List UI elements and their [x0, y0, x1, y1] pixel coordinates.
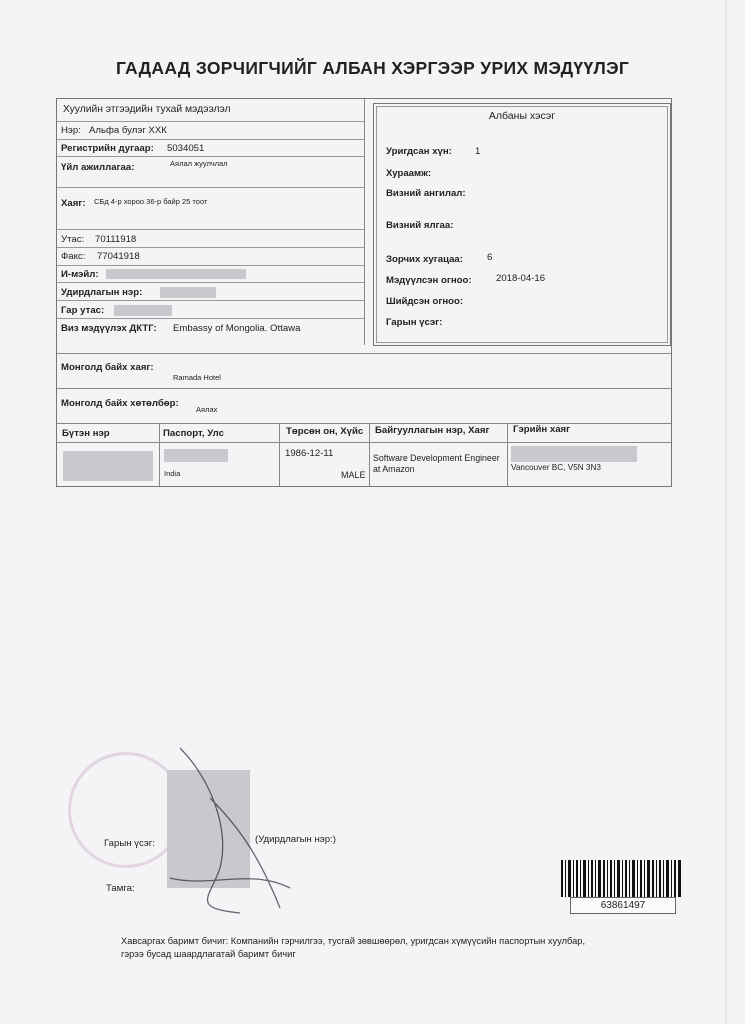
dob-value: 1986-12-11	[285, 448, 334, 459]
name-label: Нэр:	[61, 125, 81, 136]
row-address	[57, 188, 364, 230]
passport-redaction	[164, 449, 228, 462]
activity-label: Үйл ажиллагаа:	[61, 162, 135, 173]
mongolia-plan-label: Монголд байх хөтөлбөр:	[61, 398, 179, 409]
fee-label: Хураамж:	[386, 168, 432, 179]
row-registration	[57, 140, 364, 157]
row-activity	[57, 157, 364, 188]
sex-value: MALE	[341, 470, 366, 480]
invited-value: 1	[475, 146, 481, 157]
passport-country: India	[164, 469, 181, 478]
mongolia-plan-value: Аялах	[196, 405, 218, 414]
director-redaction	[160, 287, 216, 298]
row-phone	[57, 230, 364, 248]
home-city: Vancouver BC, V5N 3N3	[511, 463, 601, 472]
registration-value: 5034051	[167, 143, 205, 154]
visa-office-value: Embassy of Mongolia. Ottawa	[173, 323, 301, 334]
col-divider-1	[159, 423, 160, 486]
address-label: Хаяг:	[61, 198, 86, 209]
visa-type-label: Визний ялгаа:	[386, 220, 454, 231]
director-sign-label: (Удирдлагын нэр:)	[255, 834, 336, 845]
attachments-note: Хавсаргах баримт бичиг: Компанийн гэрчилгээ, тусгай зөвшөөрөл, уригдсан хүмүүсийн паспортын хуулбар, гэрээ бусад шаардлагатай баримт бичиг	[121, 936, 586, 959]
col-divider-3	[369, 423, 370, 486]
official-signature-row	[386, 317, 442, 328]
registration-label: Регистрийн дугаар:	[61, 143, 154, 154]
fax-label: Факс:	[61, 251, 86, 262]
submitted-date-row	[386, 273, 546, 286]
row-fax	[57, 248, 364, 266]
travel-duration-label: Зорчих хугацаа:	[386, 254, 463, 265]
col-divider-4	[507, 423, 508, 486]
legal-entity-heading-row	[57, 99, 364, 122]
header-full-name: Бүтэн нэр	[62, 428, 110, 439]
full-name-redaction	[63, 451, 153, 481]
row-visa-office	[57, 319, 364, 336]
header-passport: Паспорт, Улс	[163, 428, 224, 439]
director-label: Удирдлагын нэр:	[61, 287, 143, 298]
invited-label: Уригдсан хүн:	[386, 146, 452, 157]
mobile-label: Гар утас:	[61, 305, 105, 316]
document-title: ГАДААД ЗОРЧИГЧИЙГ АЛБАН ХЭРГЭЭР УРИХ МЭДҮҮЛЭГ	[115, 58, 630, 78]
invitation-form	[56, 98, 672, 487]
official-heading: Албаны хэсэг	[488, 110, 556, 122]
travel-duration-row	[386, 252, 493, 265]
mongolia-address-value: Ramada Hotel	[173, 373, 221, 382]
submitted-date-label: Мэдүүлсэн огноо:	[386, 275, 472, 286]
submitted-date-value: 2018-04-16	[496, 273, 546, 284]
persons-table-header	[57, 423, 671, 443]
decision-date-label: Шийдсэн огноо:	[386, 296, 464, 307]
visa-category-row	[386, 188, 466, 199]
col-divider-2	[279, 423, 280, 486]
visa-type-row	[386, 220, 453, 231]
phone-label: Утас:	[61, 234, 85, 245]
mongolia-address-label: Монголд байх хаяг:	[61, 362, 154, 373]
row-mongolia-plan	[57, 388, 671, 423]
row-email	[57, 266, 364, 283]
email-redaction	[106, 269, 246, 279]
official-signature-label: Гарын үсэг:	[386, 317, 443, 328]
barcode-number: 63861497	[570, 897, 676, 914]
name-value: Альфа булэг ХХК	[89, 125, 167, 136]
header-dob: Төрсөн он, Хүйс	[286, 426, 364, 437]
row-director	[57, 283, 364, 301]
travel-duration-value: 6	[487, 252, 493, 263]
header-home-address: Гэрийн хаяг	[513, 424, 571, 435]
fee-row	[386, 168, 431, 179]
decision-date-row	[386, 296, 463, 307]
stamp-label: Тамга:	[106, 883, 135, 894]
page-edge	[725, 0, 727, 1024]
signature-label: Гарын үсэг:	[104, 838, 155, 849]
row-mobile	[57, 301, 364, 319]
fax-value: 77041918	[97, 251, 140, 262]
row-mongolia-address	[57, 353, 671, 388]
row-name	[57, 122, 364, 140]
signature-scribble-icon	[150, 738, 300, 918]
organization-value: Software Development Engineer at Amazon	[373, 453, 500, 474]
legal-entity-heading: Хуулийн этгээдийн тухай мэдээлэл	[63, 104, 231, 115]
activity-value: Аялал жуулчлал	[170, 159, 228, 168]
visa-category-label: Визний ангилал:	[386, 188, 466, 199]
phone-value: 70111918	[95, 234, 137, 245]
header-organization: Байгууллагын нэр, Хаяг	[375, 425, 490, 436]
mobile-redaction	[114, 305, 172, 316]
legal-entity-section	[57, 99, 365, 345]
home-street-redaction	[511, 446, 637, 462]
address-value: СБд 4-р хороо 36-р байр 25 тоот	[94, 197, 208, 206]
invited-row	[386, 146, 481, 157]
barcode-icon	[561, 860, 683, 897]
email-label: И-мэйл:	[61, 269, 99, 280]
visa-office-label: Виз мэдүүлэх ДКТГ:	[61, 323, 157, 334]
official-section	[373, 103, 671, 346]
